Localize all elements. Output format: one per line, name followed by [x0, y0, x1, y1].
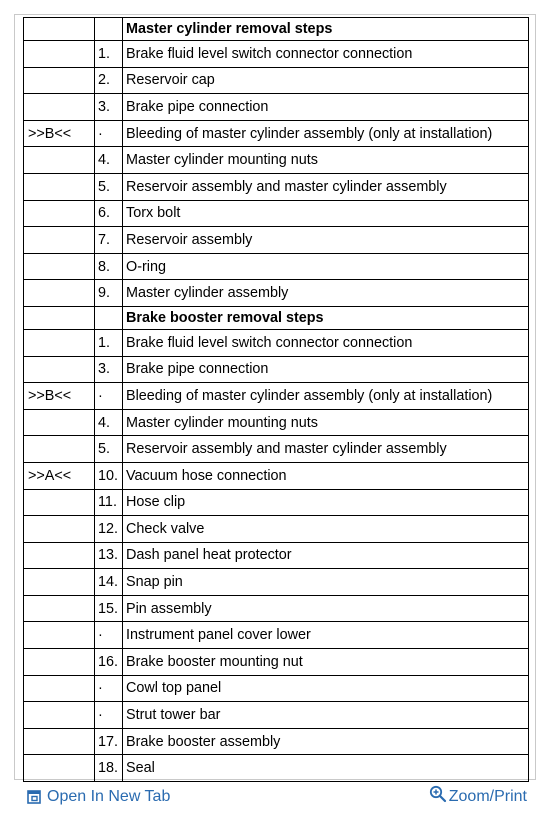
- step-number-cell: ·: [95, 702, 123, 729]
- step-description-cell: Master cylinder mounting nuts: [123, 409, 529, 436]
- step-description-cell: Cowl top panel: [123, 675, 529, 702]
- zoom-print-link[interactable]: [429, 788, 527, 806]
- step-description-cell: Check valve: [123, 516, 529, 543]
- step-row: [24, 436, 529, 463]
- step-description-cell: Brake booster assembly: [123, 728, 529, 755]
- step-reference-cell: [24, 542, 95, 569]
- step-description-cell: Reservoir assembly and master cylinder assembly: [123, 436, 529, 463]
- step-number-cell: 18.: [95, 755, 123, 782]
- step-reference-cell: [24, 569, 95, 596]
- section-title-cell: Brake booster removal steps: [123, 306, 529, 329]
- step-number-cell: 3.: [95, 94, 123, 121]
- step-description-cell: Brake pipe connection: [123, 94, 529, 121]
- step-row: [24, 728, 529, 755]
- step-description-cell: Master cylinder mounting nuts: [123, 147, 529, 174]
- step-description-cell: Master cylinder assembly: [123, 280, 529, 307]
- step-description-cell: Torx bolt: [123, 200, 529, 227]
- step-row: [24, 280, 529, 307]
- footer-bar: [0, 782, 549, 812]
- step-row: [24, 516, 529, 543]
- step-row: [24, 755, 529, 782]
- step-reference-cell: [24, 227, 95, 254]
- removal-steps-table: [23, 17, 529, 782]
- step-number-cell: 11.: [95, 489, 123, 516]
- step-row: [24, 94, 529, 121]
- step-description-cell: Hose clip: [123, 489, 529, 516]
- step-description-cell: Vacuum hose connection: [123, 462, 529, 489]
- step-reference-cell: [24, 147, 95, 174]
- step-description-cell: Bleeding of master cylinder assembly (only at installation): [123, 383, 529, 410]
- step-reference-cell: [24, 755, 95, 782]
- step-number-cell: 14.: [95, 569, 123, 596]
- section-title-cell: Master cylinder removal steps: [123, 18, 529, 41]
- step-reference-cell: [24, 595, 95, 622]
- step-number-cell: 13.: [95, 542, 123, 569]
- step-row: [24, 489, 529, 516]
- step-number-cell: 3.: [95, 356, 123, 383]
- step-description-cell: Seal: [123, 755, 529, 782]
- step-number-cell: 4.: [95, 409, 123, 436]
- step-reference-cell: [24, 409, 95, 436]
- step-reference-cell: [24, 253, 95, 280]
- open-in-new-tab-link[interactable]: [27, 788, 170, 806]
- step-reference-cell: [24, 94, 95, 121]
- step-reference-cell: [24, 649, 95, 676]
- step-description-cell: Bleeding of master cylinder assembly (only at installation): [123, 120, 529, 147]
- step-number-cell: 16.: [95, 649, 123, 676]
- step-description-cell: Strut tower bar: [123, 702, 529, 729]
- step-description-cell: Reservoir assembly and master cylinder assembly: [123, 173, 529, 200]
- step-reference-cell: >>B<<: [24, 383, 95, 410]
- step-row: [24, 200, 529, 227]
- step-row: [24, 702, 529, 729]
- step-description-cell: Pin assembly: [123, 595, 529, 622]
- step-description-cell: Reservoir assembly: [123, 227, 529, 254]
- step-reference-cell: [24, 67, 95, 94]
- steps-table-body: [24, 18, 529, 782]
- step-description-cell: Brake fluid level switch connector connection: [123, 329, 529, 356]
- step-number-cell: 9.: [95, 280, 123, 307]
- step-row: [24, 227, 529, 254]
- step-number-cell: 1.: [95, 329, 123, 356]
- step-row: [24, 649, 529, 676]
- step-row: [24, 409, 529, 436]
- step-row: [24, 569, 529, 596]
- step-row: [24, 67, 529, 94]
- step-number-cell: 4.: [95, 147, 123, 174]
- magnifier-plus-icon: [429, 785, 447, 803]
- section-header-row: [24, 18, 529, 41]
- step-reference-cell: >>A<<: [24, 462, 95, 489]
- step-number-cell: ·: [95, 120, 123, 147]
- step-reference-cell: [24, 675, 95, 702]
- step-row: [24, 41, 529, 68]
- step-number-cell: ·: [95, 675, 123, 702]
- step-number-cell: [95, 18, 123, 41]
- step-number-cell: 5.: [95, 173, 123, 200]
- step-description-cell: Instrument panel cover lower: [123, 622, 529, 649]
- step-reference-cell: [24, 18, 95, 41]
- step-reference-cell: [24, 516, 95, 543]
- step-reference-cell: [24, 200, 95, 227]
- section-header-row: [24, 306, 529, 329]
- step-row: [24, 383, 529, 410]
- step-number-cell: 7.: [95, 227, 123, 254]
- step-description-cell: Brake pipe connection: [123, 356, 529, 383]
- step-description-cell: Brake fluid level switch connector connection: [123, 41, 529, 68]
- step-description-cell: O-ring: [123, 253, 529, 280]
- step-number-cell: 6.: [95, 200, 123, 227]
- step-reference-cell: >>B<<: [24, 120, 95, 147]
- step-row: [24, 462, 529, 489]
- step-reference-cell: [24, 329, 95, 356]
- open-new-tab-icon: [27, 790, 41, 804]
- step-number-cell: ·: [95, 383, 123, 410]
- step-description-cell: Reservoir cap: [123, 67, 529, 94]
- step-reference-cell: [24, 306, 95, 329]
- step-description-cell: Dash panel heat protector: [123, 542, 529, 569]
- step-number-cell: 15.: [95, 595, 123, 622]
- step-row: [24, 675, 529, 702]
- step-number-cell: 2.: [95, 67, 123, 94]
- step-reference-cell: [24, 489, 95, 516]
- step-row: [24, 356, 529, 383]
- step-number-cell: 10.: [95, 462, 123, 489]
- step-number-cell: 17.: [95, 728, 123, 755]
- zoom-print-label: Zoom/Print: [448, 788, 527, 805]
- step-number-cell: 12.: [95, 516, 123, 543]
- step-reference-cell: [24, 41, 95, 68]
- step-reference-cell: [24, 728, 95, 755]
- step-row: [24, 622, 529, 649]
- step-number-cell: 1.: [95, 41, 123, 68]
- step-row: [24, 329, 529, 356]
- step-reference-cell: [24, 702, 95, 729]
- step-row: [24, 120, 529, 147]
- open-in-new-tab-label: Open In New Tab: [47, 788, 171, 805]
- step-row: [24, 173, 529, 200]
- step-reference-cell: [24, 280, 95, 307]
- step-row: [24, 542, 529, 569]
- step-description-cell: Brake booster mounting nut: [123, 649, 529, 676]
- step-reference-cell: [24, 356, 95, 383]
- step-number-cell: [95, 306, 123, 329]
- step-number-cell: ·: [95, 622, 123, 649]
- step-number-cell: 8.: [95, 253, 123, 280]
- step-reference-cell: [24, 622, 95, 649]
- step-row: [24, 253, 529, 280]
- step-reference-cell: [24, 173, 95, 200]
- step-row: [24, 147, 529, 174]
- step-number-cell: 5.: [95, 436, 123, 463]
- step-reference-cell: [24, 436, 95, 463]
- step-row: [24, 595, 529, 622]
- step-description-cell: Snap pin: [123, 569, 529, 596]
